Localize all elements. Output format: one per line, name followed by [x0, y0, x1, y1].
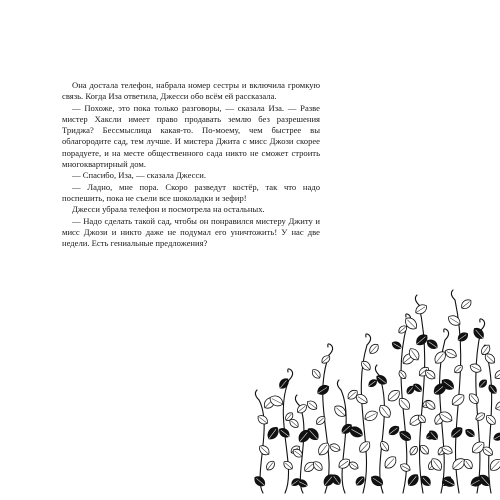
vine-tendril: [366, 334, 371, 345]
vine-leaf: [382, 454, 399, 471]
vine-leaf: [387, 424, 401, 437]
vine-leaf: [396, 396, 412, 412]
vine-leaf: [471, 326, 486, 341]
vine-stem: [341, 390, 346, 493]
paragraph: — Надо сделать такой сад, чтобы он понравился мистеру Джиту и мисс Джози и никто даже не подумал его уничтожить! У нас две недели. Есть гениальные предложения?: [62, 215, 320, 249]
vine-leaf: [397, 369, 408, 380]
vine-leaf: [265, 425, 281, 442]
vine-leaf: [359, 359, 372, 372]
vine-leaf: [363, 409, 380, 423]
vine-leaf: [257, 443, 271, 457]
paragraph: Джесси убрала телефон и посмотрела на остальных.: [72, 204, 265, 215]
paragraph: Она достала телефон, набрала номер сестры и включила громкую связь. Когда Иза ответила, Джесси обо всём ей рассказала.: [62, 80, 320, 102]
vine-leaf: [487, 383, 499, 395]
vine-leaf: [494, 399, 500, 412]
vine-tendril: [288, 369, 293, 380]
vine-leaf: [453, 363, 465, 374]
vine-leaf: [357, 439, 373, 455]
vine-leaf: [405, 472, 420, 488]
vine-leaf: [456, 331, 470, 344]
vine-leaf: [492, 431, 500, 442]
vine-leaf: [277, 377, 290, 391]
vine-tendril: [444, 329, 449, 340]
paragraph: — Похоже, это пока только разговоры, — сказала Иза. — Разве мистер Хаксли имеет право продавать землю без разрешения Триджа? Бессмыслица какая-то. По-моему, чем быстрее вы облагородите сад, тем лучше. И мистера Джита с мисс Джози скорее порадуете, и на месте общественного сада никто не сможет строить многоквартирный дом.: [62, 102, 320, 170]
vine-leaf: [310, 368, 322, 381]
vine-tendril: [451, 290, 455, 300]
vine-stem: [419, 305, 425, 493]
vine-leaf: [408, 445, 419, 457]
vine-stem: [323, 355, 329, 493]
vine-tendril: [337, 380, 341, 390]
paragraph: — Ладно, мне пора. Скоро разведут костёр, так что надо поспешить, пока не съели все шоколадки и зефир!: [62, 181, 320, 203]
vine-leaf: [256, 413, 270, 426]
vine-stem: [379, 375, 384, 493]
vine-leaf: [414, 332, 430, 347]
vine-stem: [476, 330, 481, 493]
vine-leaf: [378, 440, 390, 453]
vine-tendril: [295, 395, 299, 405]
vine-leaf: [391, 340, 403, 351]
vine-leaf: [488, 457, 500, 474]
vine-leaf: [377, 403, 393, 420]
vine-leaf: [367, 342, 380, 356]
paragraph: — Спасибо, Иза, — сказала Джесси.: [72, 170, 207, 181]
vine-leaf: [468, 362, 482, 374]
vine-tendril: [328, 344, 333, 355]
vine-leaf: [320, 354, 332, 365]
vine-leaf: [446, 313, 462, 328]
vine-leaf: [316, 441, 332, 458]
vine-leaf: [444, 347, 459, 360]
vine-leaf: [328, 442, 341, 453]
vine-leaf: [493, 368, 500, 380]
vine-tendril: [415, 295, 419, 305]
vine-leaf: [369, 474, 385, 489]
vine-leaf: [305, 399, 319, 412]
climbing-vines-illustration: [245, 285, 500, 500]
vine-leaf: [477, 378, 488, 389]
body-text: [62, 80, 320, 249]
vine-leaf: [459, 298, 473, 311]
vine-tendril: [480, 319, 485, 330]
vine-leaf: [467, 392, 481, 406]
vine-tendril: [375, 365, 379, 375]
vine-leaf: [264, 459, 276, 472]
vine-leaf: [464, 427, 476, 438]
vine-leaf: [399, 462, 412, 473]
vine-leaf: [474, 411, 486, 422]
vine-tendril: [255, 390, 259, 400]
